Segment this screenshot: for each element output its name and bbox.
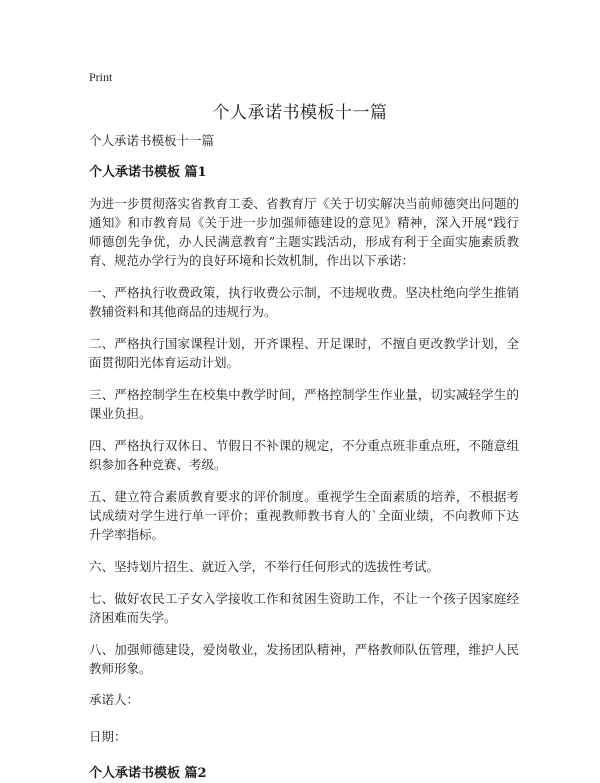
date-label: 日期：	[89, 729, 127, 744]
commitment-item: 四、严格执行双休日、节假日不补课的规定，不分重点班非重点班，不随意组织参加各种竞赛、考级。	[89, 438, 519, 472]
commitment-item: 八、加强师德建设，爱岗敬业，发扬团队精神，严格教师队伍管理，维护人民教师形象。	[89, 642, 519, 676]
section-heading-1: 个人承诺书模板 篇1	[89, 165, 207, 180]
intro-paragraph: 为进一步贯彻落实省教育工委、省教育厅《关于切实解决当前师德突出问题的通知》和市教育局《关于进一步加强师德建设的意见》精神，深入开展“践行师德创先争优，办人民满意教育”主题实践活动，形成有利于全面实施素质教育、规范办学行为的良好环境和长效机制，作出以下承诺：	[89, 196, 519, 268]
section-heading-2: 个人承诺书模板 篇2	[89, 766, 207, 781]
promisor-label: 承诺人：	[89, 692, 140, 707]
commitment-item: 三、严格控制学生在校集中教学时间，严格控制学生作业量，切实减轻学生的课业负担。	[89, 387, 519, 421]
commitment-item: 二、严格执行国家课程计划，开齐课程、开足课时，不擅自更改教学计划，全面贯彻阳光体育运动计划。	[89, 336, 519, 370]
commitment-item: 六、坚持划片招生、就近入学，不举行任何形式的选拔性考试。	[89, 559, 440, 574]
page-title: 个人承诺书模板十一篇	[212, 103, 388, 123]
commitment-item: 五、建立符合素质教育要求的评价制度。重视学生全面素质的培养，不根据考试成绩对学生进行单一评价；重视教师教书育人的`全面业绩，不向教师下达升学率指标。	[89, 489, 519, 542]
document-subtitle: 个人承诺书模板十一篇	[89, 133, 215, 148]
print-link[interactable]: Print	[89, 70, 113, 84]
commitment-item: 一、严格执行收费政策，执行收费公示制，不违规收费。坚决杜绝向学生推销教辅资料和其他商品的违规行为。	[89, 285, 519, 319]
document-body	[89, 132, 519, 783]
commitment-item: 七、做好农民工子女入学接收工作和贫困生资助工作，不让一个孩子因家庭经济困难而失学。	[89, 591, 519, 625]
